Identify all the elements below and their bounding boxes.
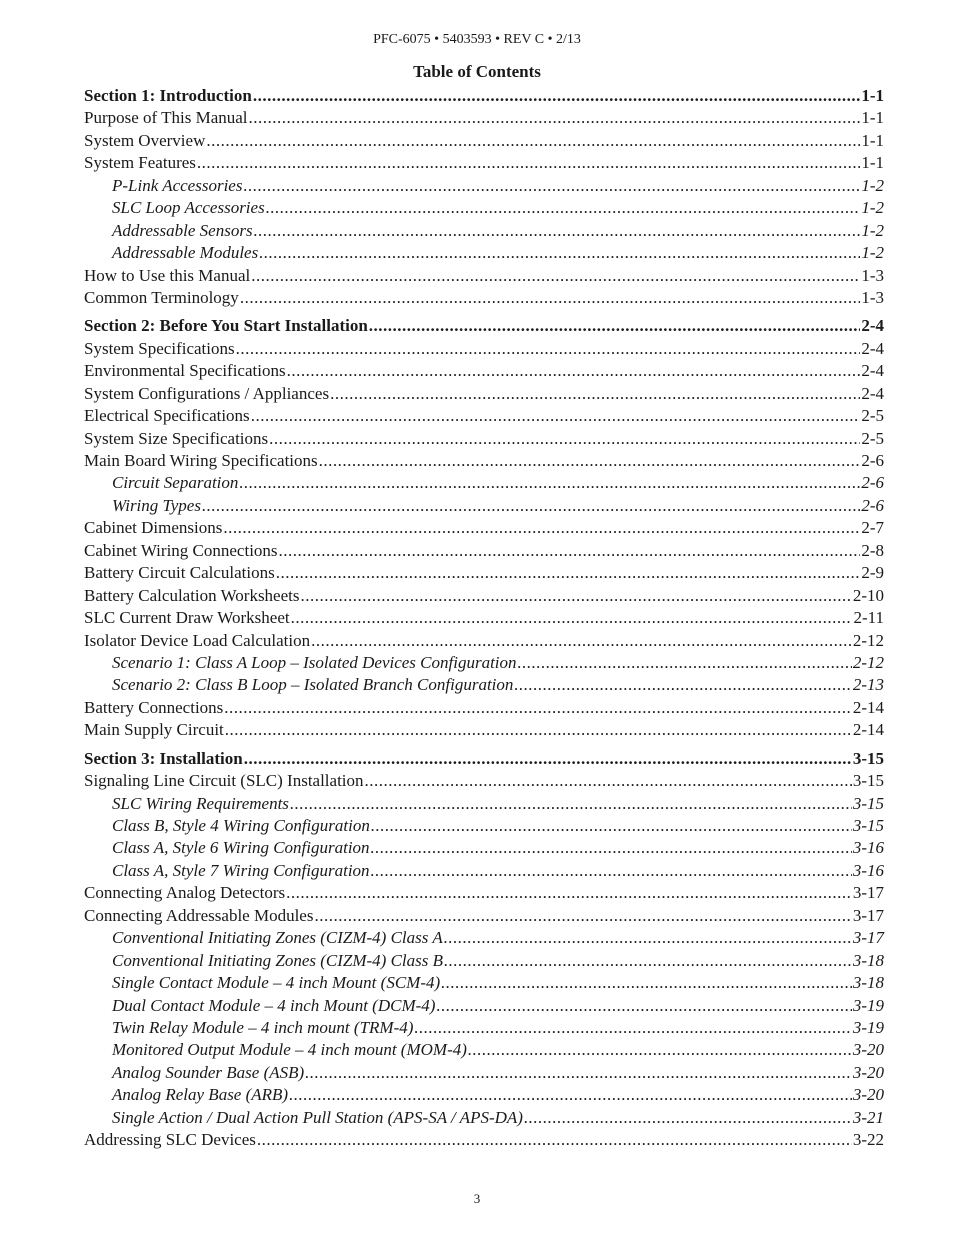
- toc-entry-page: 3-15: [852, 748, 884, 768]
- toc-entry-page: 1-2: [861, 243, 884, 263]
- toc-entry-page: 2-4: [861, 316, 884, 336]
- toc-entry-page: 1-3: [861, 265, 884, 285]
- toc-entry-title: Isolator Device Load Calculation: [84, 630, 311, 652]
- toc-entry-title: Cabinet Wiring Connections: [84, 540, 279, 562]
- toc-entry-page: 2-11: [853, 608, 884, 628]
- toc-entry[interactable]: [84, 405, 884, 427]
- toc-entry-title: System Features: [84, 152, 197, 174]
- toc-entry-page: 3-20: [852, 1040, 884, 1060]
- toc-entry-page: 2-6: [861, 451, 884, 470]
- toc-entry-page: 2-6: [861, 473, 884, 493]
- toc-entry-title: Section 1: Introduction: [84, 85, 253, 107]
- toc-entry-title: Wiring Types: [112, 495, 202, 517]
- toc-section-heading[interactable]: [84, 748, 884, 770]
- toc-leader-dots: [436, 995, 851, 1017]
- toc-entry[interactable]: [84, 860, 884, 882]
- toc-entry-title: Addressing SLC Devices: [84, 1129, 257, 1151]
- toc-entry[interactable]: [84, 815, 884, 837]
- toc-entry-title: Scenario 2: Class B Loop – Isolated Branch Configuration: [112, 674, 514, 696]
- toc-entry-title: Analog Sounder Base (ASB): [112, 1062, 305, 1084]
- toc-entry-page: 2-14: [852, 697, 884, 717]
- toc-entry-page: 3-17: [852, 928, 884, 948]
- toc-entry-page: 2-14: [852, 720, 884, 740]
- toc-leader-dots: [202, 495, 860, 517]
- toc-section: [84, 85, 884, 309]
- toc-entry-title: Signaling Line Circuit (SLC) Installation: [84, 770, 365, 792]
- toc-entry[interactable]: [84, 287, 884, 309]
- toc-entry-page: 2-7: [861, 518, 884, 538]
- toc-entry-page: 2-12: [852, 630, 884, 650]
- toc-leader-dots: [291, 607, 853, 629]
- toc-leader-dots: [240, 287, 861, 309]
- toc-entry-title: Main Board Wiring Specifications: [84, 450, 319, 472]
- toc-leader-dots: [244, 748, 852, 770]
- toc-leader-dots: [444, 927, 852, 949]
- toc-leader-dots: [239, 472, 860, 494]
- toc-entry[interactable]: [84, 882, 884, 904]
- toc-entry-page: 1-3: [861, 287, 884, 307]
- toc-entry[interactable]: [84, 950, 884, 972]
- toc-entry[interactable]: [84, 540, 884, 562]
- toc-leader-dots: [254, 220, 861, 242]
- toc-entry-page: 2-5: [861, 406, 884, 426]
- toc-entry[interactable]: [84, 793, 884, 815]
- toc-leader-dots: [224, 697, 852, 719]
- toc-entry-title: Main Supply Circuit: [84, 719, 225, 741]
- toc-entry-page: 2-8: [861, 540, 884, 560]
- toc-entry-page: 1-1: [861, 108, 884, 128]
- toc-entry-page: 2-4: [861, 338, 884, 358]
- toc-entry[interactable]: [84, 175, 884, 197]
- toc-entry[interactable]: [84, 972, 884, 994]
- toc-entry-title: Connecting Addressable Modules: [84, 905, 314, 927]
- toc-section-heading[interactable]: [84, 315, 884, 337]
- toc-entry-title: Scenario 1: Class A Loop – Isolated Devices Configuration: [112, 652, 518, 674]
- toc-leader-dots: [314, 905, 851, 927]
- toc-entry[interactable]: [84, 905, 884, 927]
- toc-leader-dots: [468, 1039, 852, 1061]
- toc-entry-title: Class B, Style 4 Wiring Configuration: [112, 815, 371, 837]
- toc-leader-dots: [276, 562, 861, 584]
- toc-entry-title: How to Use this Manual: [84, 265, 251, 287]
- toc-entry[interactable]: [84, 1129, 884, 1151]
- toc-entry[interactable]: [84, 428, 884, 450]
- toc-leader-dots: [236, 338, 861, 360]
- toc-entry[interactable]: [84, 562, 884, 584]
- toc-entry[interactable]: [84, 652, 884, 674]
- toc-entry[interactable]: [84, 383, 884, 405]
- toc-section: [84, 315, 884, 741]
- toc-entry-page: 3-17: [852, 883, 884, 903]
- toc-entry-title: Section 3: Installation: [84, 748, 244, 770]
- toc-entry-title: Conventional Initiating Zones (CIZM-4) Class B: [112, 950, 444, 972]
- toc-entry-page: 2-4: [861, 361, 884, 381]
- toc-leader-dots: [223, 517, 860, 539]
- toc-entry[interactable]: [84, 1107, 884, 1129]
- toc-entry[interactable]: [84, 995, 884, 1017]
- toc-section: [84, 748, 884, 1152]
- toc-entry-title: Single Contact Module – 4 inch Mount (SCM-4): [112, 972, 441, 994]
- toc-entry[interactable]: [84, 360, 884, 382]
- toc-entry[interactable]: [84, 107, 884, 129]
- toc-entry-title: Battery Circuit Calculations: [84, 562, 276, 584]
- toc-entry[interactable]: [84, 770, 884, 792]
- toc-leader-dots: [279, 540, 861, 562]
- toc-entry[interactable]: [84, 220, 884, 242]
- toc-entry-title: System Overview: [84, 130, 206, 152]
- toc-entry-page: 3-15: [852, 793, 884, 813]
- toc-entry[interactable]: [84, 674, 884, 696]
- toc-entry-title: SLC Current Draw Worksheet: [84, 607, 291, 629]
- toc-leader-dots: [243, 175, 860, 197]
- toc-leader-dots: [286, 882, 852, 904]
- toc-entry[interactable]: [84, 197, 884, 219]
- toc-entry-title: Cabinet Dimensions: [84, 517, 223, 539]
- toc-entry-page: 1-1: [861, 153, 884, 173]
- toc-entry-page: 3-20: [852, 1062, 884, 1082]
- toc-entry-page: 1-1: [861, 130, 884, 150]
- toc-leader-dots: [269, 428, 860, 450]
- toc-entry-page: 3-15: [852, 816, 884, 835]
- toc-entry-page: 3-16: [852, 860, 884, 880]
- toc-entry-page: 2-9: [861, 563, 884, 583]
- toc-entry-page: 3-20: [852, 1085, 884, 1105]
- toc-leader-dots: [371, 815, 852, 837]
- toc-entry[interactable]: [84, 585, 884, 607]
- toc-entry-title: Connecting Analog Detectors: [84, 882, 286, 904]
- toc-leader-dots: [414, 1017, 851, 1039]
- toc-entry[interactable]: [84, 927, 884, 949]
- toc-entry-page: 3-16: [852, 838, 884, 858]
- toc-entry[interactable]: [84, 1017, 884, 1039]
- toc-entry-page: 3-19: [852, 995, 884, 1015]
- toc-entry-title: P-Link Accessories: [112, 175, 243, 197]
- toc-leader-dots: [206, 130, 860, 152]
- toc-leader-dots: [301, 585, 852, 607]
- toc-entry-title: Twin Relay Module – 4 inch mount (TRM-4): [112, 1017, 414, 1039]
- toc-leader-dots: [197, 152, 860, 174]
- document-header: PFC-6075 • 5403593 • REV C • 2/13: [373, 32, 581, 47]
- toc-entry[interactable]: [84, 495, 884, 517]
- toc-entry[interactable]: [84, 472, 884, 494]
- toc-entry-page: 3-22: [852, 1130, 884, 1150]
- toc-leader-dots: [319, 450, 861, 472]
- toc-leader-dots: [518, 652, 852, 674]
- toc-entry[interactable]: [84, 607, 884, 629]
- toc-leader-dots: [225, 719, 852, 741]
- toc-entry[interactable]: [84, 697, 884, 719]
- toc-leader-dots: [441, 972, 852, 994]
- toc-entry-page: 3-17: [852, 905, 884, 925]
- table-of-contents: [84, 85, 884, 1152]
- toc-leader-dots: [289, 1084, 852, 1106]
- toc-entry-title: Conventional Initiating Zones (CIZM-4) Class A: [112, 927, 444, 949]
- toc-leader-dots: [257, 1129, 852, 1151]
- toc-entry[interactable]: [84, 152, 884, 174]
- toc-leader-dots: [249, 107, 861, 129]
- toc-leader-dots: [251, 265, 860, 287]
- toc-leader-dots: [311, 630, 852, 652]
- toc-entry-title: Common Terminology: [84, 287, 240, 309]
- toc-entry-page: 2-6: [861, 495, 884, 515]
- toc-entry-page: 3-18: [852, 950, 884, 970]
- toc-entry-title: Single Action / Dual Action Pull Station (APS-SA / APS-DA): [112, 1107, 524, 1129]
- toc-entry[interactable]: [84, 265, 884, 287]
- toc-entry-title: System Configurations / Appliances: [84, 383, 330, 405]
- toc-entry-title: Environmental Specifications: [84, 360, 287, 382]
- toc-section-heading[interactable]: [84, 85, 884, 107]
- toc-entry-title: Purpose of This Manual: [84, 107, 249, 129]
- toc-entry-page: 1-2: [861, 220, 884, 240]
- toc-entry-title: Class A, Style 6 Wiring Configuration: [112, 837, 371, 859]
- toc-entry-page: 2-4: [861, 383, 884, 403]
- toc-entry-title: Monitored Output Module – 4 inch mount (MOM-4): [112, 1039, 468, 1061]
- toc-leader-dots: [287, 360, 861, 382]
- toc-leader-dots: [369, 315, 861, 337]
- toc-entry-title: Battery Calculation Worksheets: [84, 585, 301, 607]
- toc-entry-page: 3-18: [852, 973, 884, 993]
- toc-entry-title: Analog Relay Base (ARB): [112, 1084, 289, 1106]
- toc-entry[interactable]: [84, 130, 884, 152]
- toc-leader-dots: [371, 837, 852, 859]
- toc-leader-dots: [524, 1107, 852, 1129]
- toc-entry-page: 3-15: [852, 771, 884, 791]
- toc-entry-title: SLC Wiring Requirements: [112, 793, 290, 815]
- toc-entry-page: 1-1: [861, 86, 884, 105]
- toc-entry-page: 2-13: [852, 675, 884, 695]
- toc-title: Table of Contents: [413, 62, 541, 81]
- page-number: 3: [473, 1191, 481, 1206]
- toc-entry-title: System Size Specifications: [84, 428, 269, 450]
- toc-entry-page: 3-21: [852, 1107, 884, 1127]
- toc-entry-title: Electrical Specifications: [84, 405, 251, 427]
- toc-entry-page: 1-2: [861, 198, 884, 218]
- toc-entry[interactable]: [84, 1084, 884, 1106]
- toc-entry[interactable]: [84, 630, 884, 652]
- toc-entry[interactable]: [84, 450, 884, 472]
- toc-leader-dots: [259, 242, 860, 264]
- toc-entry-title: Circuit Separation: [112, 472, 239, 494]
- toc-entry[interactable]: [84, 1039, 884, 1061]
- toc-entry[interactable]: [84, 719, 884, 741]
- toc-leader-dots: [365, 770, 852, 792]
- toc-entry[interactable]: [84, 1062, 884, 1084]
- toc-entry[interactable]: [84, 242, 884, 264]
- toc-entry[interactable]: [84, 338, 884, 360]
- toc-entry-page: 2-10: [852, 585, 884, 605]
- toc-entry-page: 1-2: [861, 175, 884, 195]
- toc-leader-dots: [290, 793, 852, 815]
- toc-entry[interactable]: [84, 517, 884, 539]
- toc-entry-title: System Specifications: [84, 338, 236, 360]
- toc-leader-dots: [444, 950, 852, 972]
- toc-entry-title: Dual Contact Module – 4 inch Mount (DCM-4): [112, 995, 436, 1017]
- toc-leader-dots: [514, 674, 851, 696]
- toc-leader-dots: [251, 405, 861, 427]
- toc-leader-dots: [371, 860, 852, 882]
- toc-entry-page: 2-12: [852, 652, 884, 672]
- toc-entry-title: Battery Connections: [84, 697, 224, 719]
- toc-entry-title: Addressable Sensors: [112, 220, 254, 242]
- toc-entry-page: 3-19: [852, 1017, 884, 1037]
- toc-entry-title: Section 2: Before You Start Installation: [84, 315, 369, 337]
- toc-leader-dots: [266, 197, 861, 219]
- toc-entry-title: Class A, Style 7 Wiring Configuration: [112, 860, 371, 882]
- toc-entry[interactable]: [84, 837, 884, 859]
- toc-entry-title: SLC Loop Accessories: [112, 197, 266, 219]
- toc-entry-title: Addressable Modules: [112, 242, 259, 264]
- toc-leader-dots: [253, 85, 861, 107]
- toc-entry-page: 2-5: [861, 428, 884, 448]
- toc-leader-dots: [305, 1062, 852, 1084]
- toc-leader-dots: [330, 383, 860, 405]
